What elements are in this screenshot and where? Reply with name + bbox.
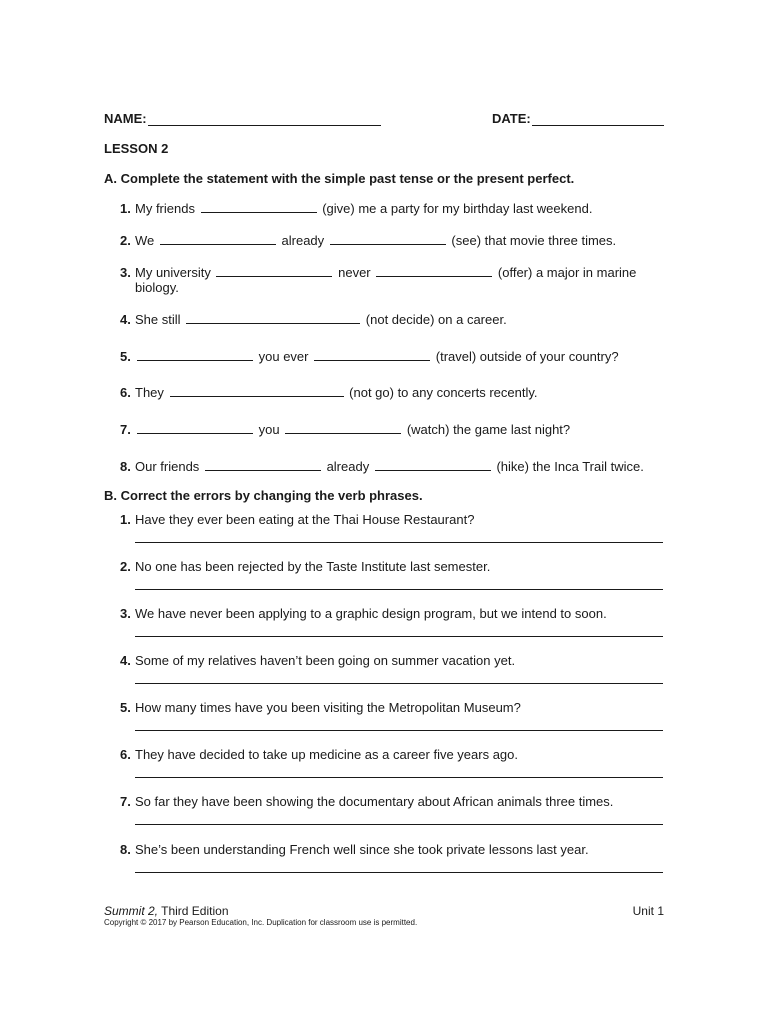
item-text: How many times have you been visiting the Metropolitan Museum? [135, 700, 521, 715]
answer-line[interactable] [135, 542, 663, 543]
section-a-item [120, 201, 660, 216]
item-text: Have they ever been eating at the Thai House Restaurant? [135, 512, 475, 527]
item-text: Our friends [135, 459, 200, 474]
item-text: My friends [135, 201, 195, 216]
item-number: 7. [120, 794, 131, 809]
section-a-item [120, 349, 660, 364]
answer-blank[interactable] [201, 201, 317, 213]
answer-blank[interactable] [216, 265, 332, 277]
section-a-title: A. Complete the statement with the simple past tense or the present perfect. [104, 171, 575, 186]
item-number: 5. [120, 349, 131, 364]
lesson-title: LESSON 2 [104, 141, 169, 156]
item-text: (watch) the game last night? [406, 422, 571, 437]
answer-line[interactable] [135, 777, 663, 778]
item-text: already [281, 233, 325, 248]
section-b-item [120, 606, 665, 621]
section-b-item [120, 747, 665, 762]
item-number: 2. [120, 233, 131, 248]
item-number: 2. [120, 559, 131, 574]
date-field-line[interactable] [532, 125, 664, 126]
section-b-title: B. Correct the errors by changing the verb phrases. [104, 488, 423, 503]
item-number: 4. [120, 312, 131, 327]
item-text: My university [135, 265, 211, 280]
answer-blank[interactable] [186, 312, 360, 324]
item-number: 1. [120, 201, 131, 216]
answer-blank[interactable] [285, 422, 401, 434]
item-text: (hike) the Inca Trail twice. [496, 459, 644, 474]
book-title [104, 904, 229, 918]
item-number: 3. [120, 265, 131, 280]
name-field-line[interactable] [148, 125, 381, 126]
item-text: We [135, 233, 155, 248]
answer-blank[interactable] [160, 233, 276, 245]
item-text: She still [135, 312, 181, 327]
answer-blank[interactable] [137, 349, 253, 361]
item-number: 3. [120, 606, 131, 621]
copyright-notice: Copyright © 2017 by Pearson Education, Inc. Duplication for classroom use is permitted. [104, 918, 418, 927]
section-a-item [120, 233, 660, 248]
answer-line[interactable] [135, 683, 663, 684]
item-text: already [326, 459, 370, 474]
answer-line[interactable] [135, 730, 663, 731]
item-text: (travel) outside of your country? [435, 349, 619, 364]
item-text: So far they have been showing the documentary about African animals three times. [135, 794, 614, 809]
answer-line[interactable] [135, 636, 663, 637]
item-text: never [338, 265, 371, 280]
item-text: We have never been applying to a graphic design program, but we intend to soon. [135, 606, 607, 621]
header-row [104, 111, 664, 129]
item-text: No one has been rejected by the Taste Institute last semester. [135, 559, 491, 574]
item-text: They [135, 385, 164, 400]
answer-blank[interactable] [170, 385, 344, 397]
item-number: 6. [120, 747, 131, 762]
section-b-item [120, 559, 665, 574]
date-label: DATE: [492, 111, 531, 126]
section-b-item [120, 512, 665, 527]
section-a-item [120, 265, 660, 295]
item-text: (see) that movie three times. [451, 233, 617, 248]
answer-blank[interactable] [376, 265, 492, 277]
section-b-item [120, 842, 665, 857]
section-b-item [120, 653, 665, 668]
answer-line[interactable] [135, 589, 663, 590]
answer-blank[interactable] [205, 459, 321, 471]
item-number: 8. [120, 459, 131, 474]
section-a-item [120, 312, 660, 327]
item-number: 4. [120, 653, 131, 668]
item-text: biology. [135, 280, 179, 295]
item-text: (give) me a party for my birthday last weekend. [322, 201, 593, 216]
answer-line[interactable] [135, 824, 663, 825]
answer-blank[interactable] [330, 233, 446, 245]
item-text: (not decide) on a career. [365, 312, 507, 327]
unit-label: Unit 1 [632, 904, 664, 918]
book-name: Summit 2, [104, 904, 159, 918]
answer-blank[interactable] [375, 459, 491, 471]
item-number: 8. [120, 842, 131, 857]
item-text: She’s been understanding French well since she took private lessons last year. [135, 842, 589, 857]
section-b-item [120, 700, 665, 715]
item-number: 5. [120, 700, 131, 715]
item-number: 6. [120, 385, 131, 400]
section-a-item [120, 422, 660, 437]
item-text: (offer) a major in marine [497, 265, 637, 280]
book-edition: Third Edition [158, 904, 229, 918]
item-text: (not go) to any concerts recently. [349, 385, 538, 400]
item-number: 7. [120, 422, 131, 437]
section-b-item [120, 794, 665, 809]
name-label: NAME: [104, 111, 147, 126]
item-text: They have decided to take up medicine as a career five years ago. [135, 747, 518, 762]
item-text: you [258, 422, 280, 437]
section-a-item [120, 385, 660, 400]
answer-line[interactable] [135, 872, 663, 873]
item-number: 1. [120, 512, 131, 527]
answer-blank[interactable] [314, 349, 430, 361]
item-text: you ever [258, 349, 309, 364]
item-text: Some of my relatives haven’t been going on summer vacation yet. [135, 653, 516, 668]
section-a-item [120, 459, 660, 474]
answer-blank[interactable] [137, 422, 253, 434]
